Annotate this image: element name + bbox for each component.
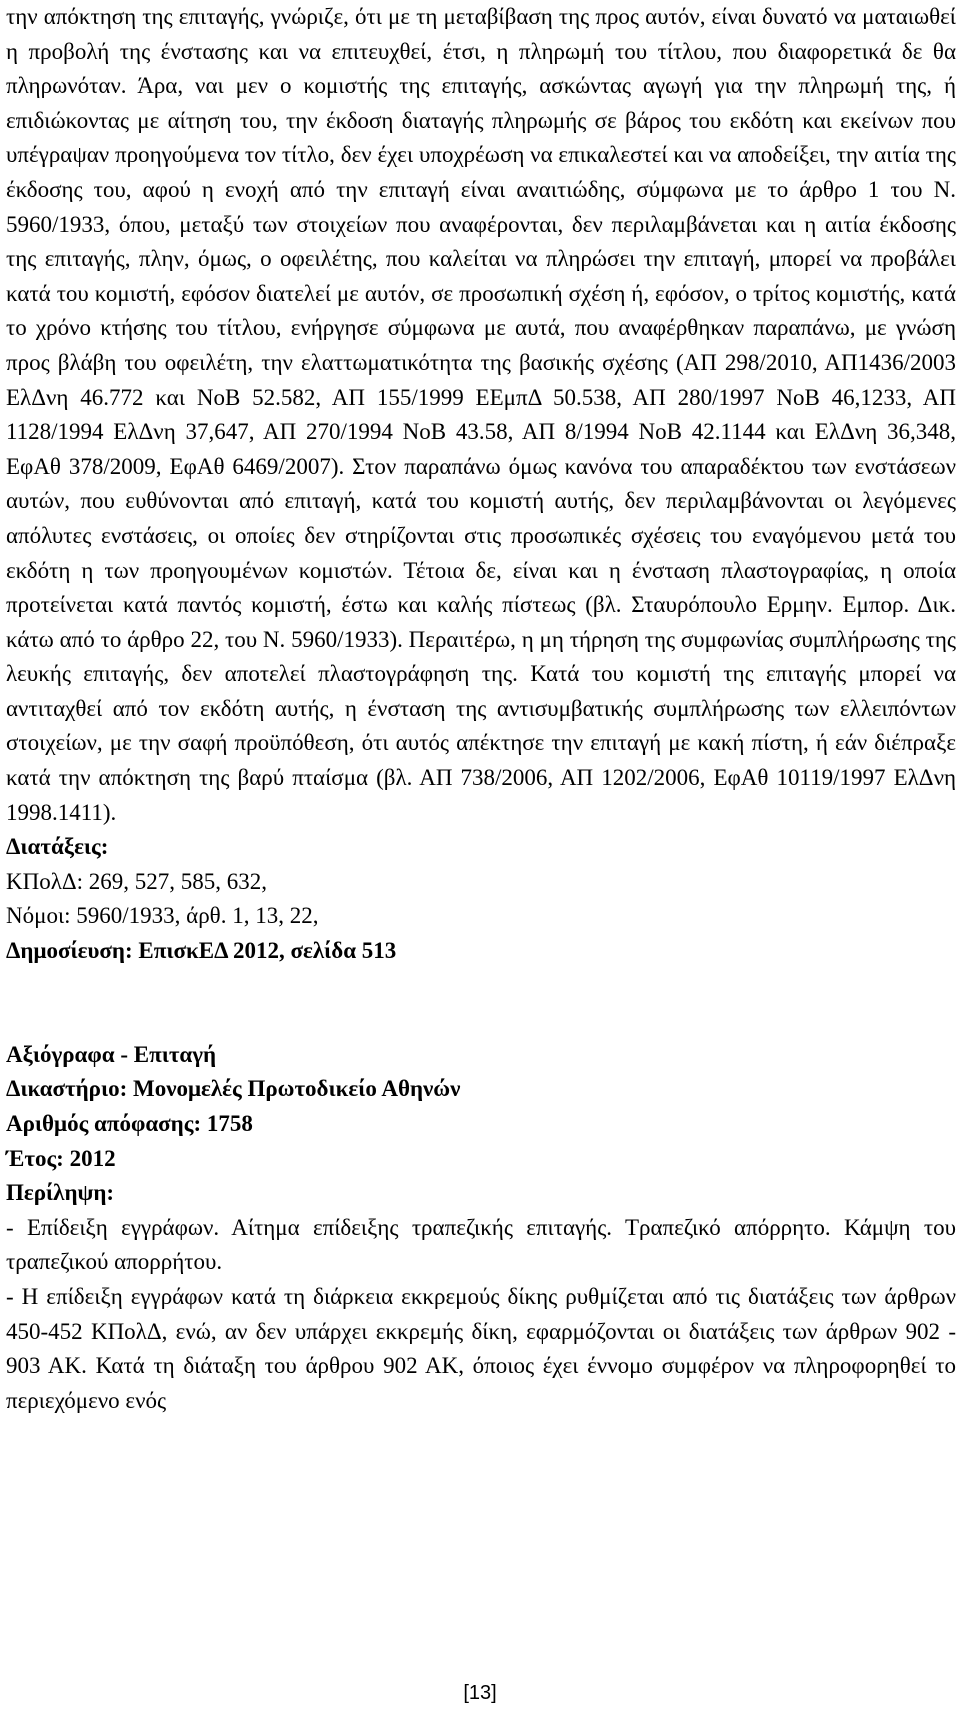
section-spacer <box>6 1003 956 1038</box>
decision-number: Αριθμός απόφασης: 1758 <box>6 1111 253 1136</box>
section-spacer <box>6 969 956 1004</box>
provisions-laws: Νόμοι: 5960/1933, άρθ. 1, 13, 22, <box>6 903 319 929</box>
page-number: [13] <box>463 1682 497 1704</box>
document-body <box>6 0 956 1418</box>
provisions-label: Διατάξεις: <box>6 834 109 860</box>
summary-item-1: - Επίδειξη εγγράφων. Αίτημα επίδειξης τραπεζικής επιταγής. Τραπεζικό απόρρητο. Κάμψη του τραπεζικού απορρήτου. <box>6 1214 956 1275</box>
court-name: Δικαστήριο: Μονομελές Πρωτοδικείο Αθηνών <box>6 1076 461 1102</box>
summary-label: Περίληψη: <box>6 1180 115 1206</box>
publication-reference: Δημοσίευση: ΕπισκΕΔ 2012, σελίδα 513 <box>6 938 397 964</box>
decision-year: Έτος: 2012 <box>6 1145 116 1171</box>
case-title: Αξιόγραφα - Επιταγή <box>6 1041 217 1067</box>
provisions-civil-procedure: ΚΠολΔ: 269, 527, 585, 632, <box>6 868 268 894</box>
summary-item-2: - Η επίδειξη εγγράφων κατά τη διάρκεια εκκρεμούς δίκης ρυθμίζεται από τις διατάξεις των άρθρων 450-452 ΚΠολΔ, ενώ, αν δεν υπάρχει εκκρεμής δίκη, εφαρμόζονται οι διατάξεις των άρθρων 902 - 903 ΑΚ. Κατά τη διάταξη του άρθρου 902 ΑΚ, όποιος έχει έννομο συμφέρον να πληροφορηθεί το περιεχόμενο ενός <box>6 1283 956 1413</box>
paragraph-legal-reasoning: την απόκτηση της επιταγής, γνώριζε, ότι με τη μεταβίβαση της προς αυτόν, είναι δυνατό να ματαιωθεί η προβολή της ένστασης και να επιτευχθεί, έτσι, η πληρωμή του τίτλου, που διαφορετικά δε θα πληρωνόταν. Άρα, ναι μεν ο κομιστής της επιταγής, ασκώντας αγωγή για την πληρωμή της, ή επιδιώκοντας με αίτηση του, την έκδοση διαταγής πληρωμής σε βάρος του εκδότη και εκείνων που υπέγραψαν προηγούμενα τον τίτλο, δεν έχει υποχρέωση να επικαλεστεί και να αποδείξει, την αιτία της έκδοσης του, αφού η ενοχή από την επιταγή είναι αναιτιώδης, σύμφωνα με το άρθρο 1 του Ν. 5960/1933, όπου, μεταξύ των στοιχείων που αναφέρονται, δεν περιλαμβάνεται και η αιτία έκδοσης της επιταγής, πλην, όμως, ο οφειλέτης, που καλείται να πληρώσει την επιταγή, μπορεί να προβάλει κατά του κομιστή, εφόσον διατελεί με αυτόν, σε προσωπική σχέση ή, εφόσον, ο τρίτος κομιστής, κατά το χρόνο κτήσης του τίτλου, ενήργησε σύμφωνα με αυτά, που αναφέρθηκαν παραπάνω, με γνώση προς βλάβη του οφειλέτη, την ελαττωματικότητα της βασικής σχέσης (ΑΠ 298/2010, ΑΠ1436/2003 ΕλΔνη 46.772 και ΝοΒ 52.582, ΑΠ 155/1999 ΕΕμπΔ 50.538, ΑΠ 280/1997 ΝοΒ 46,1233, ΑΠ 1128/1994 ΕλΔνη 37,647, ΑΠ 270/1994 ΝοΒ 43.58, ΑΠ 8/1994 ΝοΒ 42.1144 και ΕλΔνη 36,348, ΕφΑθ 378/2009, ΕφΑθ 6469/2007). Στον παραπάνω όμως κανόνα του απαραδέκτου των ενστάσεων αυτών, που ευθύνονται από επιταγή, κατά του κομιστή αυτής, δεν περιλαμβάνονται οι λεγόμενες απόλυτες ενστάσεις, οι οποίες δεν στηρίζονται στις προσωπικές σχέσεις του εναγόμενου μετά του εκδότη η των προηγουμένων κομιστών. Τέτοια δε, είναι και η ένσταση πλαστογραφίας, η οποία προτείνεται κατά παντός κομιστή, έστω και καλής πίστεως (βλ. Σταυρόπουλο Ερμην. Εμπορ. Δικ. κάτω από το άρθρο 22, του Ν. 5960/1933). Περαιτέρω, η μη τήρηση της συμφωνίας συμπλήρωσης της λευκής επιταγής, δεν αποτελεί πλαστογράφηση της. Κατά του κομιστή της επιταγής μπορεί να αντιταχθεί από τον εκδότη αυτής, η ένσταση της αντισυμβατικής συμπλήρωσης των ελλειπόντων στοιχείων, με την σαφή προϋπόθεση, ότι αυτός απέκτησε την επιταγή με κακή πίστη, ή εάν διέπραξε κατά την απόκτηση της βαρύ πταίσμα (βλ. ΑΠ 738/2006, ΑΠ 1202/2006, ΕφΑθ 10119/1997 ΕλΔνη 1998.1411). <box>6 4 956 825</box>
